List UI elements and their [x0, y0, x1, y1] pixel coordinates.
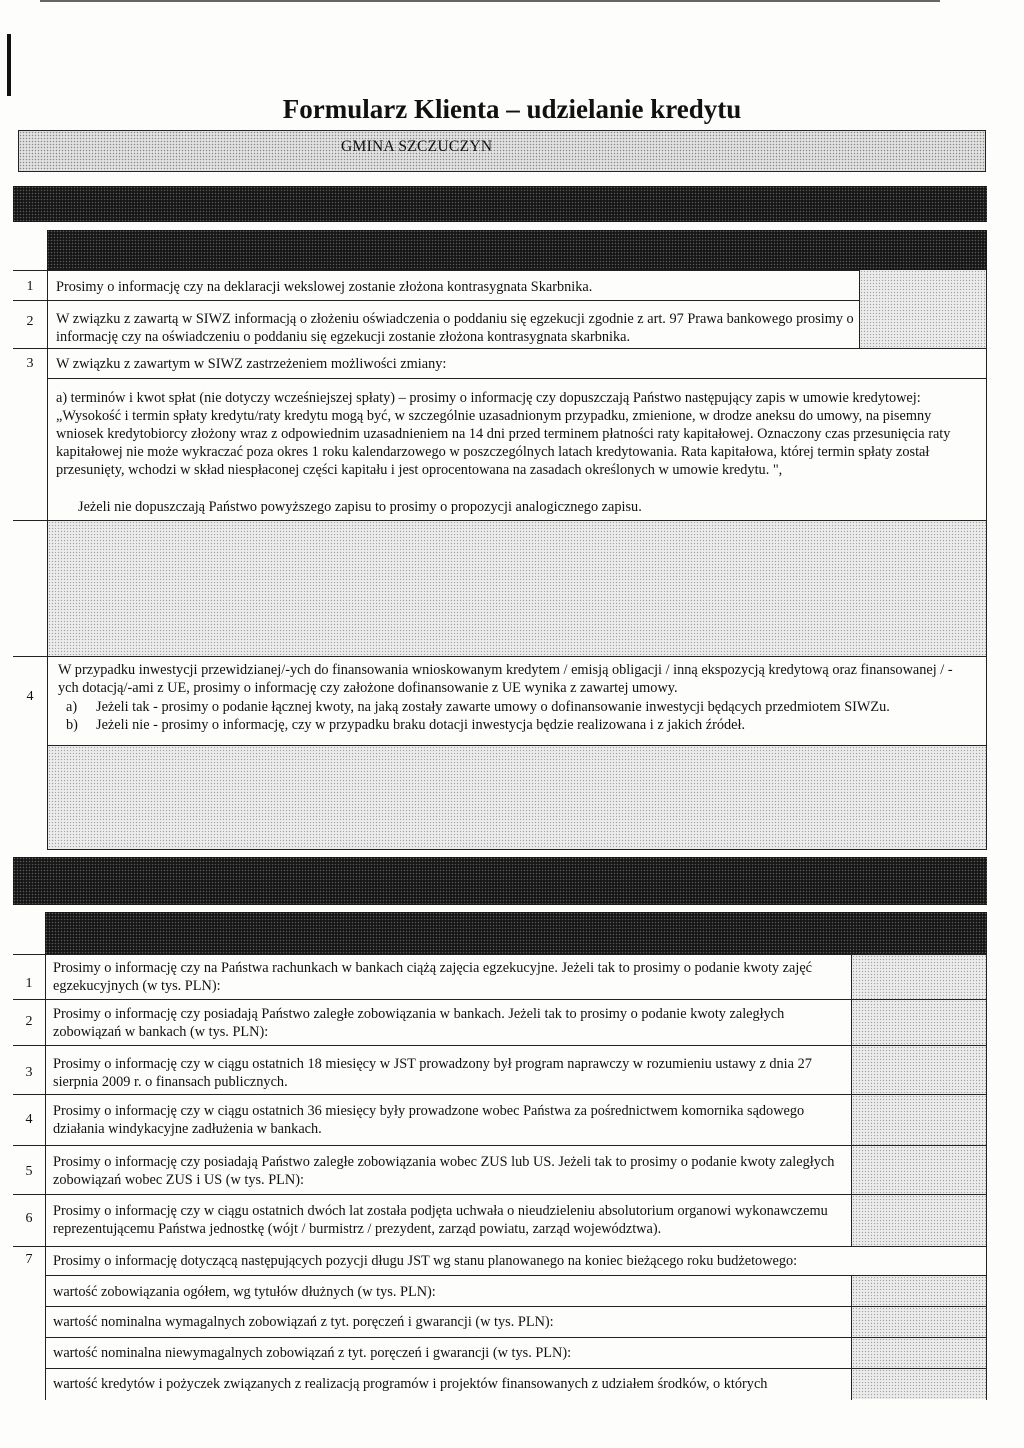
question-text: Prosimy o informację czy posiadają Państwo zaległe zobowiązania wobec ZUS lub US. Jeżeli tak to prosimy o podanie kwoty zaległych zobowiązań wobec ZUS i US (w tys. PLN):	[53, 1154, 835, 1188]
subrow-label: wartość nominalna wymagalnych zobowiązań z tyt. poręczeń i gwarancji (w tys. PLN):	[53, 1314, 554, 1330]
question-text: Prosimy o informację czy posiadają Państwo zaległe zobowiązania w bankach. Jeżeli tak to prosimy o podanie kwoty zaległych zobowiązań w bankach (w tys. PLN):	[53, 1006, 785, 1040]
answer-field[interactable]	[852, 1046, 986, 1094]
answer-field[interactable]	[852, 1369, 986, 1399]
option-marker: b)	[66, 717, 78, 733]
option-item	[66, 716, 976, 734]
subtitle-text: GMINA SZCZUCZYN	[341, 138, 493, 155]
answer-field[interactable]	[859, 270, 986, 300]
option-marker: a)	[66, 699, 78, 715]
subrow-label: wartość zobowiązania ogółem, wg tytułów dłużnych (w tys. PLN):	[53, 1284, 436, 1300]
question-text: Prosimy o informację czy na Państwa rachunkach w bankach ciążą zajęcia egzekucyjne. Jeżeli tak to prosimy o podanie kwoty zajęć egzekucyjnych (w tys. PLN):	[53, 960, 813, 994]
question-text: W związku z zawartą w SIWZ informacją o złożeniu oświadczenia o poddaniu się egzekucji zgodnie z art. 97 Prawa bankowego prosimy o informację czy na oświadczeniu o poddaniu się egzekucji zostanie złożona kontrasygnata skarbnika.	[56, 311, 854, 345]
answer-area[interactable]	[48, 521, 986, 656]
answer-area[interactable]	[48, 746, 986, 850]
answer-field[interactable]	[852, 1307, 986, 1337]
option-text: Jeżeli tak - prosimy o podanie łącznej kwoty, na jaką zostały zawarte umowy o dofinansowanie inwestycji będących przedmiotem SIWZu.	[96, 699, 890, 715]
row-number: 2	[25, 1014, 33, 1029]
answer-field[interactable]	[852, 1000, 986, 1045]
section2-table	[13, 954, 987, 1400]
option-item	[66, 698, 976, 716]
option-text: Jeżeli nie - prosimy o informację, czy w przypadku braku dotacji inwestycja będzie realizowana i z jakich źródeł.	[96, 717, 746, 733]
question-text: Prosimy o informację czy w ciągu ostatnich dwóch lat została podjęta uchwała o nieudzieleniu absolutorium organowi wykonawczemu reprezentującemu Państwa jednostkę (wójt / burmistrz / prezydent, zarząd powiatu, zarząd województwa).	[53, 1203, 828, 1237]
answer-field[interactable]	[852, 1195, 986, 1246]
answer-field[interactable]	[852, 1276, 986, 1306]
row-number: 3	[26, 356, 34, 371]
subrow-label: wartość nominalna niewymagalnych zobowiązań z tyt. poręczeń i gwarancji (w tys. PLN):	[53, 1345, 572, 1361]
question-text: Prosimy o informację czy w ciągu ostatnich 36 miesięcy były prowadzone wobec Państwa za pośrednictwem komornika sądowego działania windykacyjne zadłużenia w bankach.	[53, 1103, 805, 1137]
top-edge-line	[40, 0, 940, 2]
option-list	[66, 698, 976, 734]
subtitle-bar	[18, 130, 986, 172]
subrow-label: wartość kredytów i pożyczek związanych z realizacją programów i projektów finansowanych z udziałem środków, o których	[53, 1376, 768, 1392]
question-text: Prosimy o informację czy w ciągu ostatnich 18 miesięcy w JST prowadzony był program naprawczy w rozumieniu ustawy z dnia 27 sierpnia 2009 r. o finansach publicznych.	[53, 1056, 812, 1090]
row-number: 4	[25, 1112, 33, 1127]
row-number: 5	[25, 1164, 33, 1179]
row-number: 6	[25, 1211, 33, 1226]
answer-field[interactable]	[859, 300, 986, 348]
page-title: Formularz Klienta – udzielanie kredytu	[282, 94, 742, 124]
answer-field[interactable]	[852, 955, 986, 999]
section1-table	[13, 270, 987, 850]
row-number: 4	[26, 689, 34, 704]
scan-edge-mark	[7, 34, 11, 96]
question-text: W przypadku inwestycji przewidzianej/-ych do finansowania wnioskowanym kredytem / emisją obligacji / inną ekspozycją kredytową oraz finansowanej / -ych dotacją/-ami z UE, prosimy o informację czy założone dofinansowanie z UE wynika z zawartej umowy.	[58, 662, 953, 696]
answer-field[interactable]	[852, 1146, 986, 1194]
question-text: Prosimy o informację dotyczącą następujących pozycji długu JST wg stanu planowanego na koniec bieżącego roku budżetowego:	[53, 1253, 798, 1269]
row-number: 3	[25, 1065, 33, 1080]
answer-field[interactable]	[852, 1338, 986, 1368]
clause-text: a) terminów i kwot spłat (nie dotyczy wcześniejszej spłaty) – prosimy o informację czy dopuszczają Państwo następujący zapis w umowie kredytowej: „Wysokość i termin spłaty kredytu/raty kredytu mogą być, w szczególnie uzasadnionym przypadku, zmienione, w drodze aneksu do umowy, na pisemny wniosek kredytobiorcy złożony wraz z odpowiednim uzasadnieniem na 14 dni przed terminem płatności raty kapitałowej. Oznaczony czas przesunięcia raty kapitałowej nie może wykraczać poza okres 1 roku kalendarzowego w poszczególnych latach kredytowania. Rata kapitałowa, której termin spłaty został przesunięty, wchodzi w skład niespłaconej części kapitału i jest oprocentowana na zasadach określonych w umowie kredytu. ",	[56, 390, 951, 478]
section1-header-band	[13, 186, 987, 222]
row-number: 1	[25, 976, 33, 991]
section2-header-band	[13, 857, 987, 905]
question-text: Prosimy o informację czy na deklaracji wekslowej zostanie złożona kontrasygnata Skarbnika.	[56, 279, 593, 295]
row-number: 1	[26, 279, 34, 294]
clause-note: Jeżeli nie dopuszczają Państwo powyższego zapisu to prosimy o propozycji analogicznego zapisu.	[78, 499, 642, 515]
question-text: W związku z zawartym w SIWZ zastrzeżeniem możliwości zmiany:	[56, 356, 447, 372]
section1-header-band-2	[47, 230, 987, 270]
answer-field[interactable]	[852, 1095, 986, 1145]
section2-header-band-2	[45, 912, 987, 954]
row-number: 2	[26, 314, 34, 329]
row-number: 7	[25, 1252, 33, 1267]
